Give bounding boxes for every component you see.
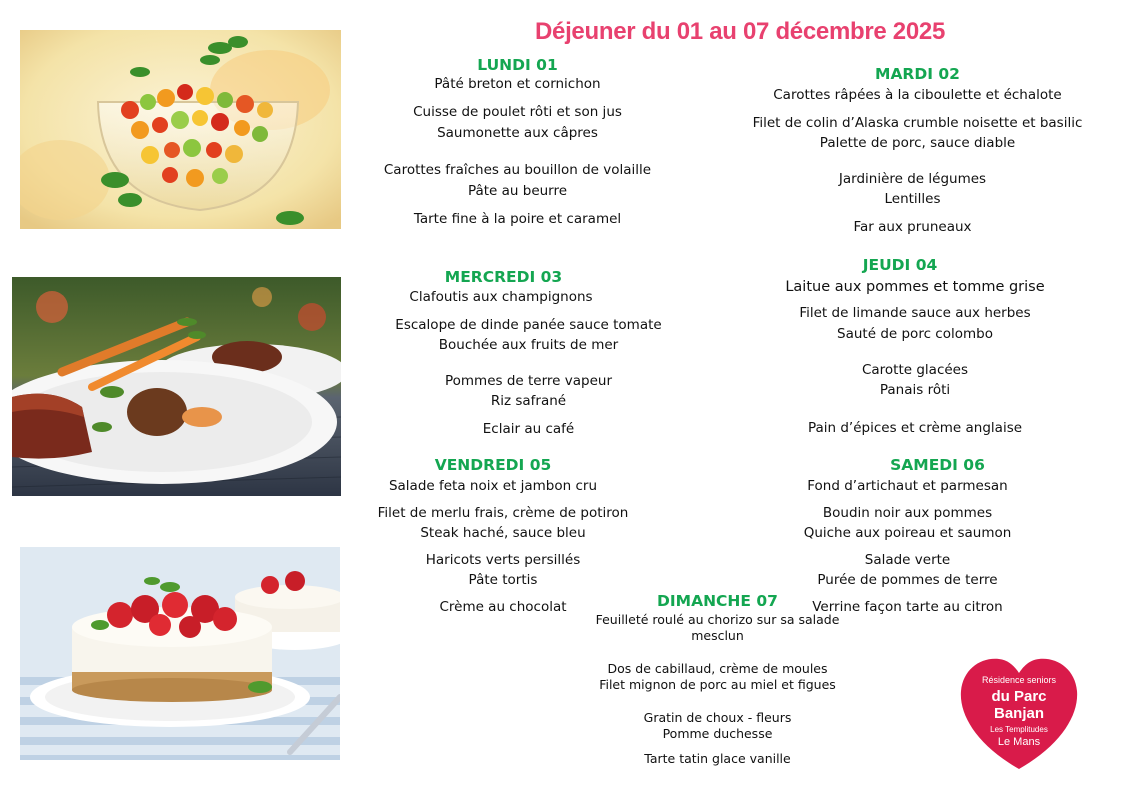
menu-item: Carotte glacées: [861, 362, 969, 378]
logo-line-1: Résidence seniors: [981, 675, 1057, 685]
menu-item: Eclair au café: [482, 421, 575, 437]
menu-item: Salade verte: [864, 552, 951, 568]
menu-item: Saumonette aux câpres: [437, 124, 598, 141]
menu-item: Quiche aux poireau et saumon: [803, 524, 1012, 541]
menu-item: Palette de porc, sauce diable: [819, 134, 1016, 151]
menu-item: Steak haché, sauce bleu: [420, 524, 586, 541]
menu-item: Pain d’épices et crème anglaise: [807, 420, 1023, 436]
day-name: DIMANCHE 07: [657, 592, 778, 610]
menu-item: Pâte au beurre: [467, 182, 568, 199]
menu-item: Boudin noir aux pommes: [822, 505, 993, 521]
day-name: LUNDI 01: [477, 56, 558, 74]
menu-item: Salade feta noix et jambon cru: [388, 477, 598, 494]
day-name: MERCREDI 03: [444, 268, 563, 286]
menu-item: Gratin de choux - fleurs: [643, 709, 792, 725]
menu-item: Tarte tatin glace vanille: [644, 750, 791, 766]
menu-item: Bouchée aux fruits de mer: [438, 336, 619, 353]
menu-item: Pomme duchesse: [662, 726, 773, 741]
day-mercredi: [390, 270, 667, 437]
menu-item: Carottes râpées à la ciboulette et échalote: [773, 86, 1062, 103]
menu-item: Panais rôti: [879, 381, 951, 398]
menu-item: Filet mignon de porc au miel et figues: [599, 677, 836, 692]
meat-plate-photo: [12, 277, 341, 496]
menu-item: Pâté breton et cornichon: [434, 75, 601, 92]
day-name: JEUDI 04: [862, 256, 938, 274]
cheesecake-photo: [20, 547, 340, 760]
menu-item: Fond d’artichaut et parmesan: [807, 477, 1008, 494]
menu-item: Escalope de dinde panée sauce tomate: [395, 317, 662, 333]
day-lundi: [380, 58, 655, 227]
menu-item: Sauté de porc colombo: [837, 325, 993, 342]
menu-item: Laitue aux pommes et tomme grise: [785, 278, 1045, 295]
menu-item: Filet de limande sauce aux herbes: [799, 305, 1031, 321]
menu-item: Riz safrané: [490, 392, 567, 409]
day-name: SAMEDI 06: [890, 456, 985, 474]
logo-line-4: Les Templitudes: [990, 725, 1048, 734]
menu-item: Lentilles: [884, 190, 941, 207]
menu-item: Carottes fraîches au bouillon de volaille: [383, 162, 652, 178]
menu-item: Purée de pommes de terre: [817, 571, 998, 588]
menu-item: Filet de merlu frais, crème de potiron: [377, 505, 629, 521]
day-name: VENDREDI 05: [434, 456, 552, 474]
day-dimanche: [580, 594, 855, 765]
menu-title: Déjeuner du 01 au 07 décembre 2025: [534, 18, 945, 45]
menu-item: Jardinière de légumes: [838, 171, 987, 187]
menu-item: Clafoutis aux champignons: [409, 288, 593, 305]
day-jeudi: [785, 256, 1065, 436]
menu-item: Tarte fine à la poire et caramel: [413, 211, 622, 227]
menu-item: Pommes de terre vapeur: [444, 373, 613, 389]
menu-item: Feuilleté roulé au chorizo sur sa salade: [595, 611, 840, 627]
menu-item: Crème au chocolat: [439, 599, 567, 615]
logo-line-5: Le Mans: [997, 736, 1041, 748]
logo-line-2: du Parc: [991, 688, 1047, 705]
menu-item: Dos de cabillaud, crème de moules: [607, 660, 828, 676]
day-vendredi: [372, 458, 649, 615]
menu-item: Filet de colin d’Alaska crumble noisette et basilic: [752, 115, 1083, 131]
day-mardi: [740, 67, 1095, 235]
day-name: MARDI 02: [875, 65, 960, 83]
logo-line-3: Banjan: [993, 705, 1044, 722]
menu-item: mesclun: [691, 628, 744, 643]
menu-item: Verrine façon tarte au citron: [812, 599, 1003, 615]
salsa-photo: [20, 30, 341, 229]
menu-item: Pâte tortis: [468, 571, 538, 588]
menu-item: Far aux pruneaux: [853, 219, 972, 235]
day-samedi: [800, 458, 1075, 615]
menu-item: Cuisse de poulet rôti et son jus: [413, 104, 622, 120]
menu-item: Haricots verts persillés: [425, 552, 581, 568]
